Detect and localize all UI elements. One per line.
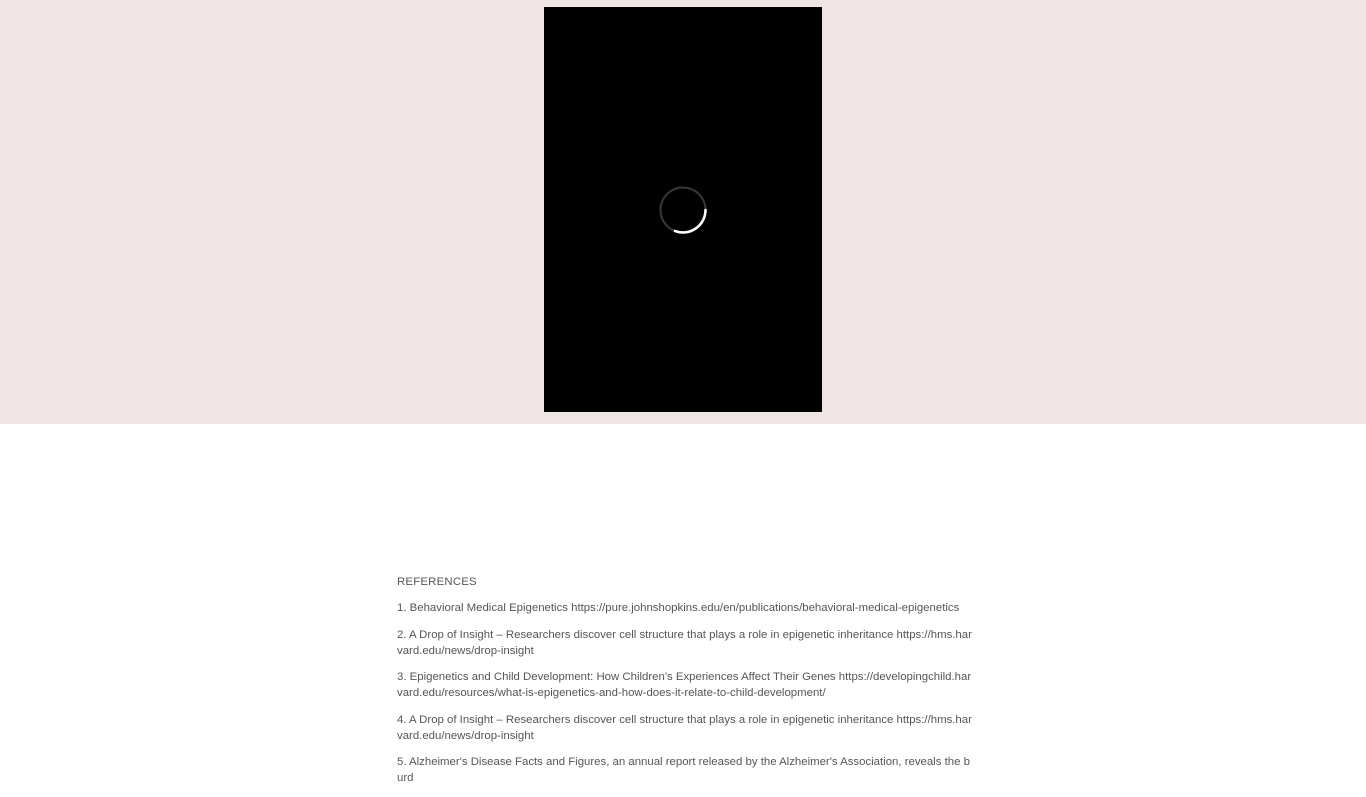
reference-item: 4. A Drop of Insight – Researchers discover cell structure that plays a role in epigenetic inheritance https://hms.harvard.edu/news/drop-insight (397, 713, 972, 742)
video-player[interactable] (544, 7, 822, 412)
loading-spinner-icon (659, 186, 707, 234)
reference-item: 5. Alzheimer's Disease Facts and Figures, an annual report released by the Alzheimer's Association, reveals the burd (397, 756, 970, 784)
reference-item: 1. Behavioral Medical Epigenetics https://pure.johnshopkins.edu/en/publications/behavioral-medical-epigenetics (397, 602, 960, 614)
references-heading: REFERENCES (397, 576, 477, 588)
reference-item: 2. A Drop of Insight – Researchers discover cell structure that plays a role in epigenetic inheritance https://hms.harvard.edu/news/drop-insight (397, 628, 972, 657)
reference-item: 3. Epigenetics and Child Development: How Children's Experiences Affect Their Genes https://developingchild.harvard.edu/resources/what-is-epigenetics-and-how-does-it-relate-to-child-development/ (397, 671, 972, 699)
references-section (397, 574, 973, 797)
